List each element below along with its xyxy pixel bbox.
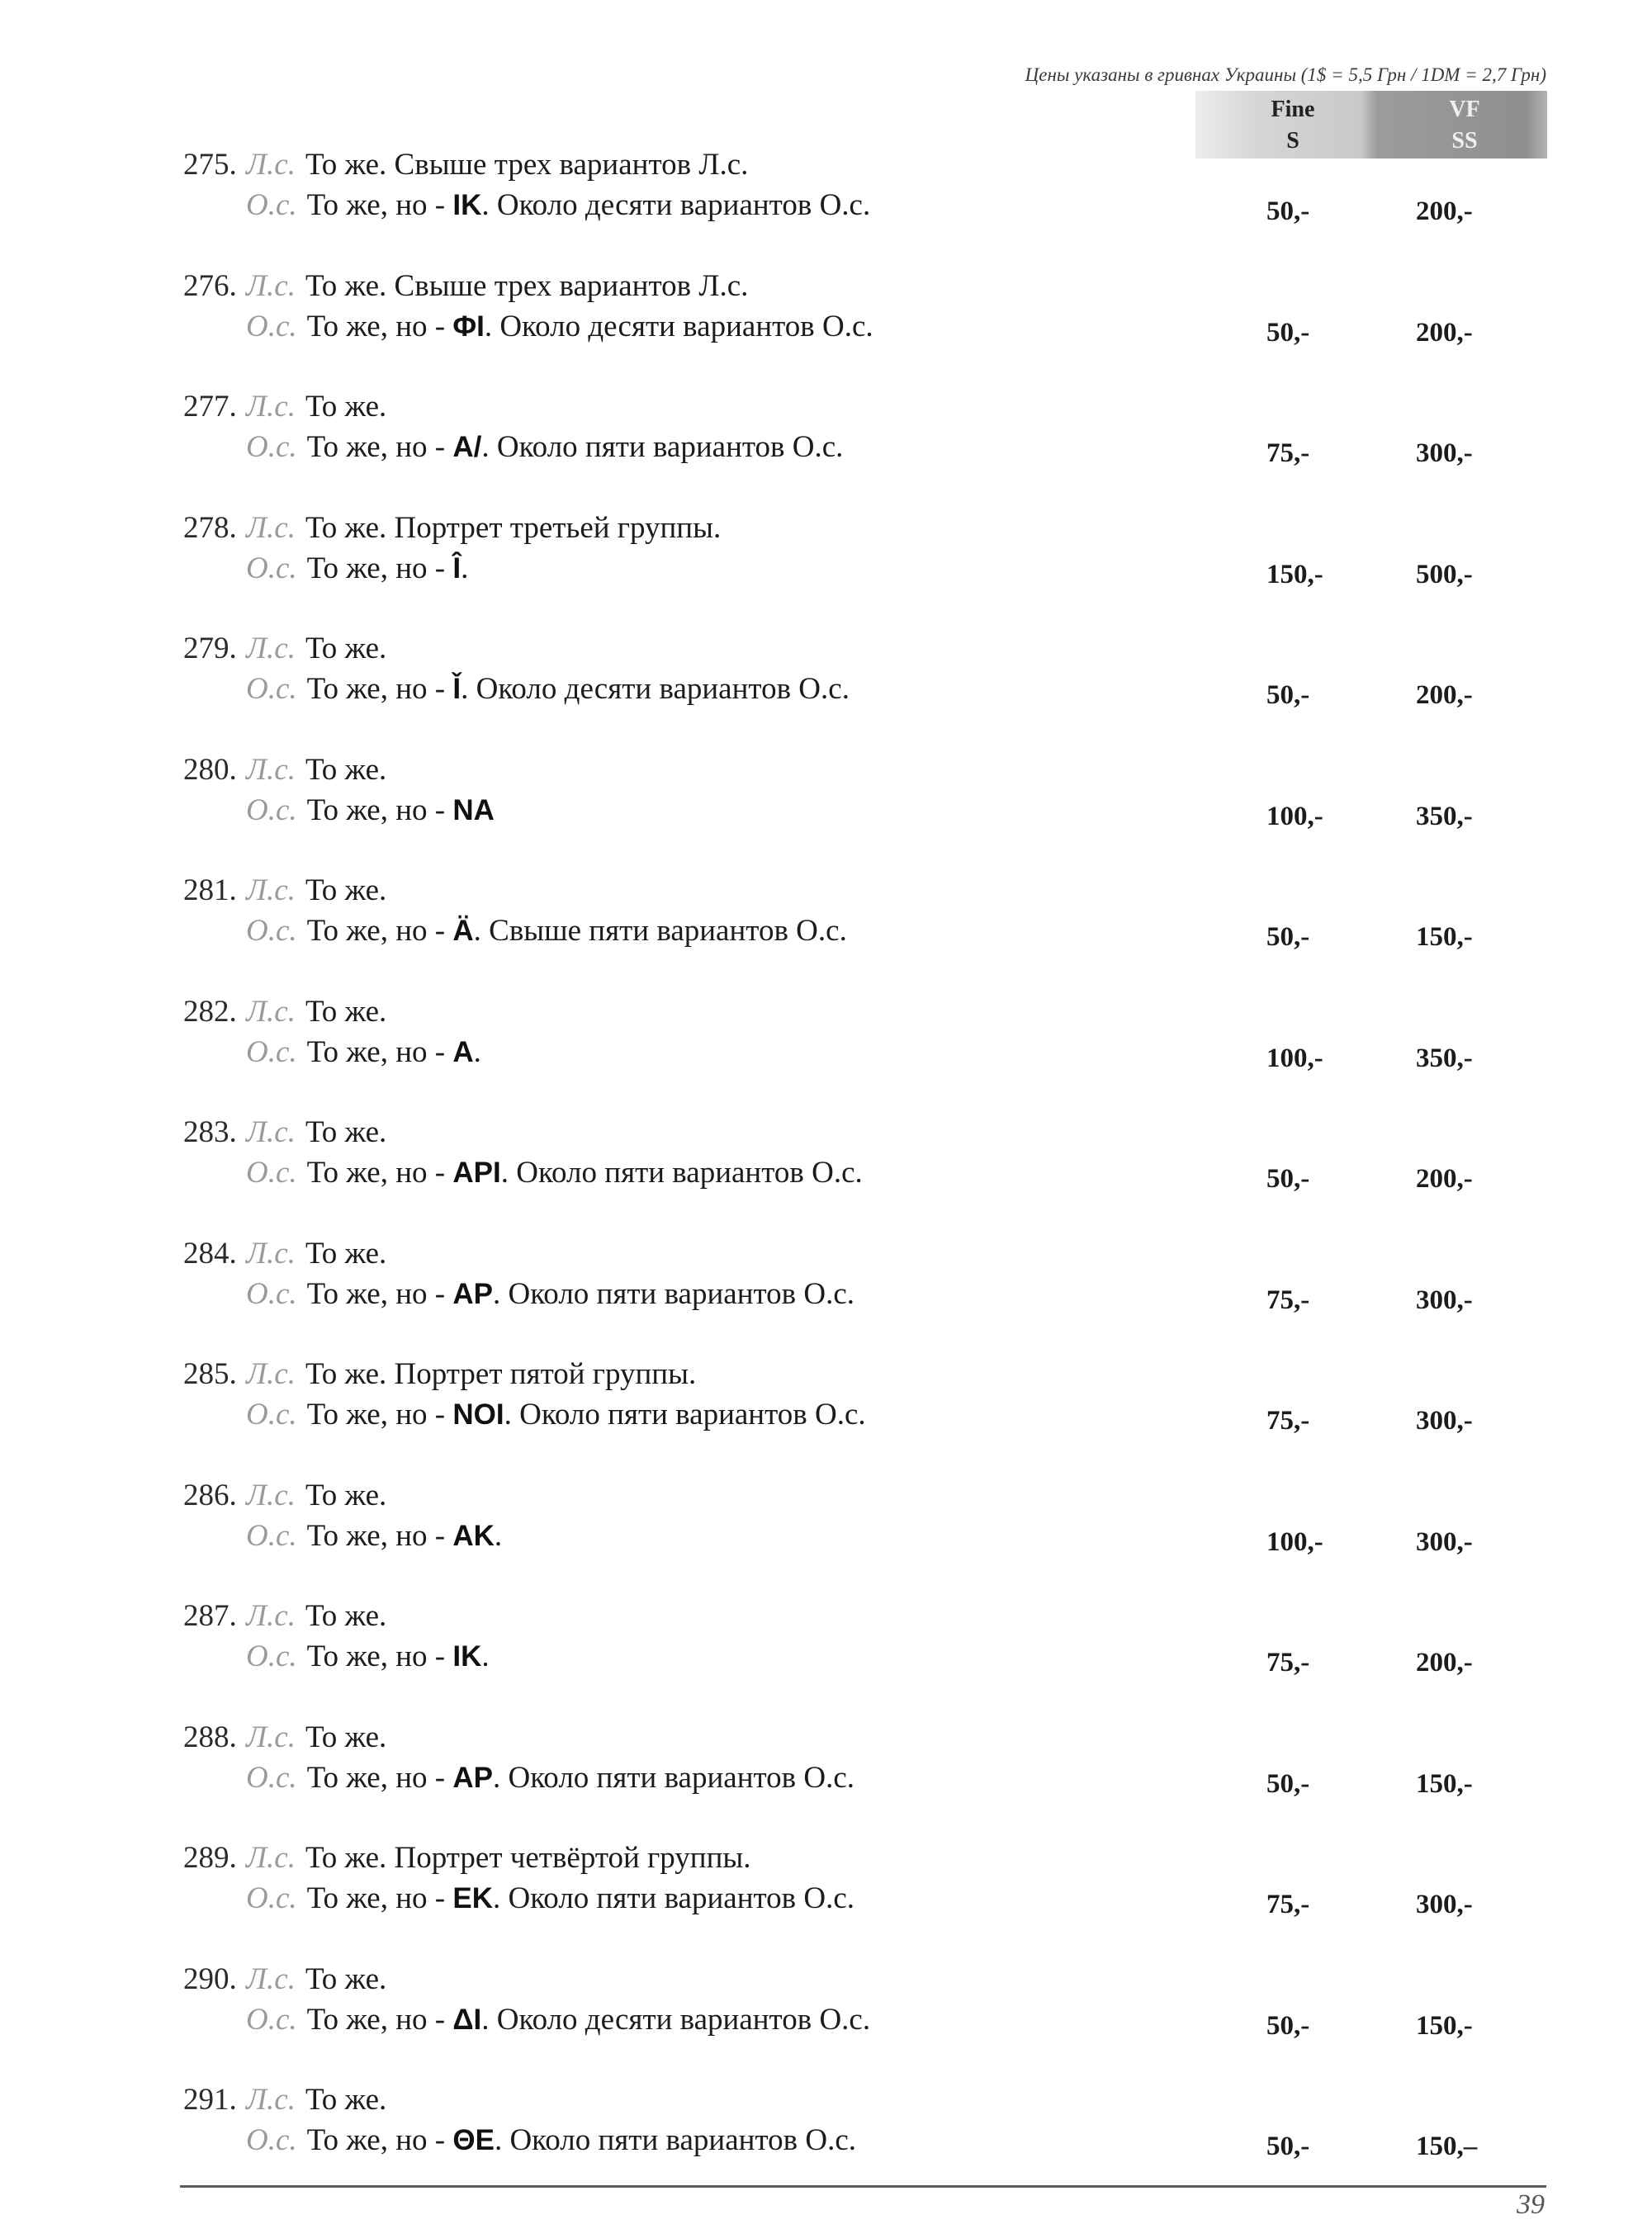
catalog-entry <box>0 631 1652 722</box>
price-vf: 200,- <box>1416 1648 1473 1677</box>
reverse-line <box>246 551 468 587</box>
obverse-text: То же. <box>305 1237 387 1271</box>
price-fine: 50,- <box>1266 2011 1310 2041</box>
obverse-text: То же. <box>305 632 387 665</box>
reverse-suffix: . Свыше пяти вариантов О.с. <box>473 914 847 948</box>
price-vf: 300,- <box>1416 438 1473 468</box>
reverse-line <box>246 1276 854 1313</box>
reverse-prefix: То же, но - <box>306 1277 453 1311</box>
price-fine: 50,- <box>1266 1164 1310 1194</box>
reverse-prefix: То же, но - <box>306 1398 453 1431</box>
price-fine: 75,- <box>1266 1406 1310 1436</box>
grade-vf-label: VF <box>1449 97 1480 122</box>
obverse-abbr: Л.с. <box>246 1599 296 1633</box>
reverse-abbr: О.с. <box>246 793 297 827</box>
catalog-entry <box>0 1961 1652 2052</box>
mint-mark: A/ <box>452 431 482 463</box>
reverse-line <box>246 1397 866 1433</box>
reverse-line <box>246 1034 481 1071</box>
reverse-abbr: О.с. <box>246 1881 297 1915</box>
obverse-line <box>183 510 721 547</box>
reverse-line <box>246 2122 856 2159</box>
mint-mark: A <box>452 1036 474 1068</box>
obverse-abbr: Л.с. <box>246 1357 296 1391</box>
obverse-abbr: Л.с. <box>246 995 296 1029</box>
price-vf: 300,- <box>1416 1890 1473 1919</box>
catalog-entry <box>0 752 1652 843</box>
obverse-abbr: Л.с. <box>246 632 296 665</box>
obverse-line <box>183 1114 386 1151</box>
reverse-abbr: О.с. <box>246 1035 297 1069</box>
grade-fine-label: Fine <box>1271 97 1315 122</box>
catalog-entry <box>0 1478 1652 1569</box>
reverse-line <box>246 1760 854 1796</box>
obverse-abbr: Л.с. <box>246 873 296 907</box>
price-vf: 300,- <box>1416 1285 1473 1315</box>
reverse-abbr: О.с. <box>246 188 297 222</box>
catalog-entry <box>0 873 1652 963</box>
reverse-prefix: То же, но - <box>306 551 453 585</box>
entry-number: 288. <box>183 1720 237 1754</box>
entry-number: 289. <box>183 1841 237 1875</box>
reverse-prefix: То же, но - <box>306 1519 453 1553</box>
price-vf: 150,- <box>1416 2011 1473 2041</box>
catalog-entry <box>0 147 1652 238</box>
entry-number: 282. <box>183 995 237 1029</box>
obverse-line <box>183 389 386 425</box>
reverse-suffix: . Около пяти вариантов О.с. <box>492 1881 855 1915</box>
obverse-line <box>183 1598 386 1635</box>
catalog-entry <box>0 2082 1652 2173</box>
reverse-abbr: О.с. <box>246 310 297 343</box>
reverse-suffix: . Около пяти вариантов О.с. <box>492 1277 855 1311</box>
mint-mark: API <box>452 1157 501 1189</box>
mint-mark: Ä <box>452 915 474 947</box>
reverse-suffix: . Около десяти вариантов О.с. <box>481 188 871 222</box>
entry-number: 287. <box>183 1599 237 1633</box>
obverse-abbr: Л.с. <box>246 1720 296 1754</box>
obverse-line <box>183 1840 750 1876</box>
reverse-line <box>246 1881 854 1917</box>
obverse-text: То же. <box>305 995 387 1029</box>
obverse-line <box>183 994 386 1030</box>
obverse-text: То же. <box>305 1962 387 1996</box>
catalog-entry <box>0 1720 1652 1810</box>
reverse-prefix: То же, но - <box>306 310 453 343</box>
footer-divider <box>180 2185 1546 2188</box>
reverse-abbr: О.с. <box>246 1277 297 1311</box>
reverse-line <box>246 793 495 829</box>
mint-mark: NA <box>452 794 495 826</box>
entry-number: 285. <box>183 1357 237 1391</box>
mint-mark: ΦI <box>452 310 485 343</box>
obverse-text: То же. <box>305 1115 387 1149</box>
price-vf: 200,- <box>1416 318 1473 348</box>
catalog-entry <box>0 1356 1652 1447</box>
entry-number: 277. <box>183 390 237 424</box>
price-fine: 50,- <box>1266 1769 1310 1799</box>
reverse-abbr: О.с. <box>246 1761 297 1795</box>
reverse-prefix: То же, но - <box>306 793 453 827</box>
reverse-abbr: О.с. <box>246 914 297 948</box>
reverse-abbr: О.с. <box>246 1398 297 1431</box>
reverse-prefix: То же, но - <box>306 1156 453 1190</box>
entry-number: 284. <box>183 1237 237 1271</box>
obverse-text: То же. Свыше трех вариантов Л.с. <box>305 148 749 182</box>
price-vf: 350,- <box>1416 1043 1473 1073</box>
price-fine: 50,- <box>1266 680 1310 710</box>
reverse-prefix: То же, но - <box>306 1881 453 1915</box>
mint-mark: AK <box>452 1520 495 1552</box>
obverse-line <box>183 1720 386 1756</box>
reverse-line <box>246 309 873 345</box>
price-fine: 100,- <box>1266 1043 1323 1073</box>
entry-number: 286. <box>183 1479 237 1512</box>
obverse-text: То же. <box>305 390 387 424</box>
obverse-abbr: Л.с. <box>246 1479 296 1512</box>
reverse-prefix: То же, но - <box>306 2003 453 2037</box>
reverse-abbr: О.с. <box>246 1519 297 1553</box>
price-vf: 150,- <box>1416 1769 1473 1799</box>
mint-mark: NOI <box>452 1398 504 1431</box>
obverse-line <box>183 873 386 909</box>
reverse-prefix: То же, но - <box>306 1035 453 1069</box>
price-vf: 200,- <box>1416 680 1473 710</box>
price-fine: 150,- <box>1266 560 1323 589</box>
price-vf: 150,- <box>1416 922 1473 952</box>
obverse-line <box>183 268 748 305</box>
mint-mark: ΘE <box>452 2124 495 2156</box>
reverse-abbr: О.с. <box>246 1156 297 1190</box>
reverse-suffix: . Около пяти вариантов О.с. <box>481 430 844 464</box>
reverse-suffix: . Около десяти вариантов О.с. <box>481 2003 871 2037</box>
page-number: 39 <box>1517 2189 1545 2220</box>
reverse-line <box>246 671 850 707</box>
mint-mark: AP <box>452 1278 493 1310</box>
catalog-entry <box>0 1598 1652 1689</box>
reverse-abbr: О.с. <box>246 2003 297 2037</box>
reverse-abbr: О.с. <box>246 2123 297 2157</box>
reverse-abbr: О.с. <box>246 430 297 464</box>
obverse-text: То же. <box>305 873 387 907</box>
price-vf: 200,- <box>1416 196 1473 226</box>
catalog-entry <box>0 1114 1652 1205</box>
mint-mark: Î <box>452 552 462 584</box>
catalog-entry <box>0 389 1652 480</box>
entry-number: 279. <box>183 632 237 665</box>
entry-number: 275. <box>183 148 237 182</box>
price-fine: 50,- <box>1266 318 1310 348</box>
reverse-prefix: То же, но - <box>306 914 453 948</box>
price-fine: 75,- <box>1266 438 1310 468</box>
reverse-prefix: То же, но - <box>306 1761 453 1795</box>
mint-mark: Ǐ <box>452 673 462 705</box>
price-vf: 500,- <box>1416 560 1473 589</box>
reverse-line <box>246 2002 870 2038</box>
obverse-line <box>183 147 748 183</box>
obverse-text: То же. <box>305 2083 387 2117</box>
entry-number: 291. <box>183 2083 237 2117</box>
entry-number: 278. <box>183 511 237 545</box>
obverse-text: То же. <box>305 1599 387 1633</box>
reverse-abbr: О.с. <box>246 672 297 706</box>
obverse-abbr: Л.с. <box>246 1962 296 1996</box>
price-fine: 50,- <box>1266 922 1310 952</box>
obverse-line <box>183 1236 386 1272</box>
entry-number: 290. <box>183 1962 237 1996</box>
obverse-abbr: Л.с. <box>246 148 296 182</box>
obverse-text: То же. Портрет четвёртой группы. <box>305 1841 751 1875</box>
reverse-suffix: . Около пяти вариантов О.с. <box>492 1761 855 1795</box>
obverse-text: То же. <box>305 753 387 787</box>
reverse-line <box>246 429 843 466</box>
obverse-text: То же. <box>305 1479 387 1512</box>
obverse-abbr: Л.с. <box>246 1237 296 1271</box>
obverse-abbr: Л.с. <box>246 753 296 787</box>
entry-number: 283. <box>183 1115 237 1149</box>
price-vf: 200,- <box>1416 1164 1473 1194</box>
obverse-line <box>183 2082 386 2118</box>
entry-number: 281. <box>183 873 237 907</box>
price-fine: 100,- <box>1266 802 1323 831</box>
obverse-text: То же. Портрет третьей группы. <box>305 511 722 545</box>
reverse-prefix: То же, но - <box>306 1640 453 1673</box>
reverse-suffix: . Около пяти вариантов О.с. <box>504 1398 866 1431</box>
reverse-line <box>246 187 870 224</box>
reverse-suffix: . <box>461 551 469 585</box>
reverse-suffix: . Около десяти вариантов О.с. <box>461 672 850 706</box>
catalog-entry <box>0 510 1652 601</box>
price-fine: 50,- <box>1266 2132 1310 2161</box>
obverse-line <box>183 1478 386 1514</box>
price-fine: 75,- <box>1266 1648 1310 1677</box>
mint-mark: IK <box>452 189 482 221</box>
reverse-line <box>246 1155 863 1191</box>
reverse-suffix: . <box>494 1519 503 1553</box>
obverse-abbr: Л.с. <box>246 511 296 545</box>
grade-vf-label-ru: SS <box>1451 128 1478 154</box>
reverse-prefix: То же, но - <box>306 672 453 706</box>
obverse-abbr: Л.с. <box>246 1115 296 1149</box>
reverse-suffix: . <box>481 1640 490 1673</box>
mint-mark: AP <box>452 1762 493 1794</box>
reverse-abbr: О.с. <box>246 551 297 585</box>
price-vf: 150,– <box>1416 2132 1478 2161</box>
obverse-line <box>183 1961 386 1998</box>
obverse-line <box>183 752 386 788</box>
reverse-line <box>246 913 847 949</box>
price-fine: 100,- <box>1266 1527 1323 1557</box>
price-vf: 350,- <box>1416 802 1473 831</box>
obverse-text: То же. Портрет пятой группы. <box>305 1357 697 1391</box>
catalog-entry <box>0 994 1652 1085</box>
reverse-suffix: . Около пяти вариантов О.с. <box>500 1156 863 1190</box>
obverse-line <box>183 631 386 667</box>
reverse-prefix: То же, но - <box>306 188 453 222</box>
reverse-line <box>246 1518 502 1554</box>
grade-fine-label-ru: S <box>1286 128 1299 154</box>
catalog-entry <box>0 1236 1652 1327</box>
reverse-suffix: . Около десяти вариантов О.с. <box>484 310 873 343</box>
obverse-abbr: Л.с. <box>246 1841 296 1875</box>
price-vf: 300,- <box>1416 1406 1473 1436</box>
reverse-prefix: То же, но - <box>306 430 453 464</box>
reverse-suffix: . <box>473 1035 481 1069</box>
price-fine: 75,- <box>1266 1285 1310 1315</box>
mint-mark: ΔI <box>452 2004 482 2036</box>
obverse-line <box>183 1356 696 1393</box>
reverse-prefix: То же, но - <box>306 2123 453 2157</box>
catalog-entry <box>0 268 1652 359</box>
obverse-abbr: Л.с. <box>246 269 296 303</box>
reverse-suffix: . Около пяти вариантов О.с. <box>494 2123 856 2157</box>
reverse-line <box>246 1639 490 1675</box>
obverse-abbr: Л.с. <box>246 2083 296 2117</box>
mint-mark: IK <box>452 1640 482 1673</box>
mint-mark: EK <box>452 1882 493 1914</box>
price-vf: 300,- <box>1416 1527 1473 1557</box>
reverse-abbr: О.с. <box>246 1640 297 1673</box>
price-fine: 75,- <box>1266 1890 1310 1919</box>
obverse-text: То же. Свыше трех вариантов Л.с. <box>305 269 749 303</box>
price-note: Цены указаны в гривнах Украины (1$ = 5,5 Грн / 1DM = 2,7 Грн) <box>1025 64 1546 85</box>
entry-number: 280. <box>183 753 237 787</box>
obverse-abbr: Л.с. <box>246 390 296 424</box>
price-fine: 50,- <box>1266 196 1310 226</box>
entry-number: 276. <box>183 269 237 303</box>
obverse-text: То же. <box>305 1720 387 1754</box>
catalog-entry <box>0 1840 1652 1931</box>
